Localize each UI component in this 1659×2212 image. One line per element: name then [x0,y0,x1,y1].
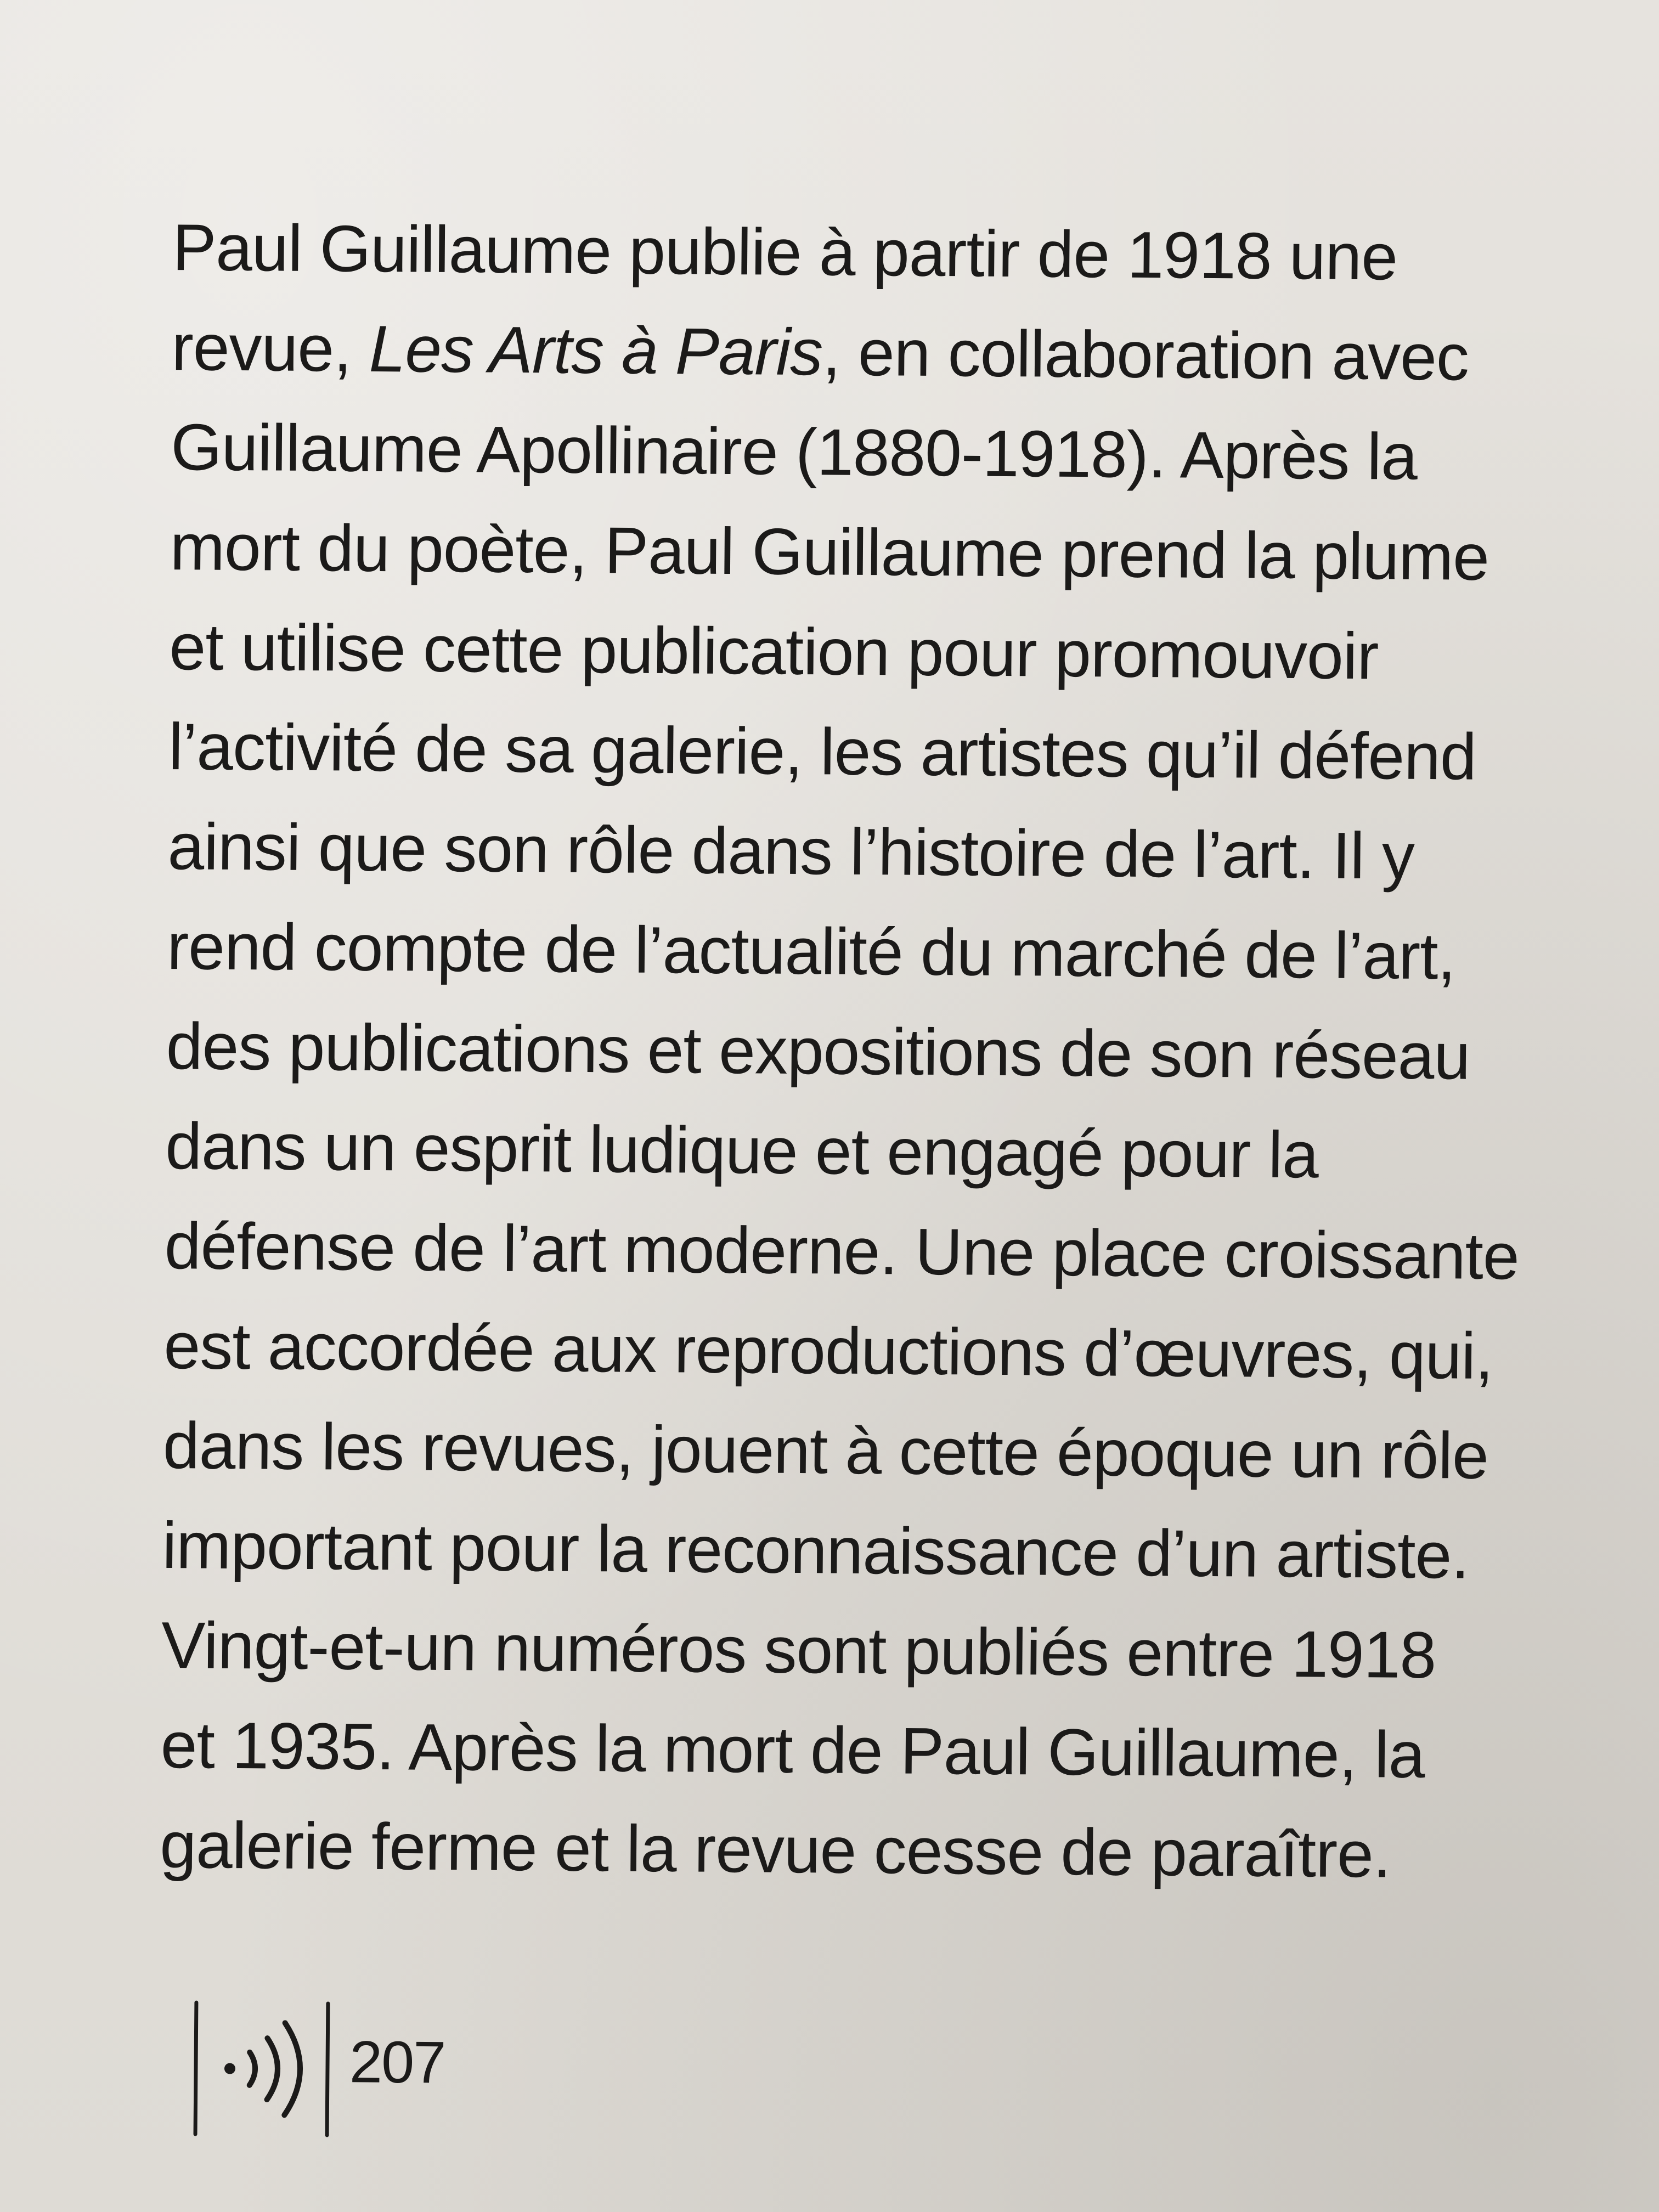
label-text-line [162,1396,1611,1507]
text-run: , en collaboration avec [822,315,1469,394]
text-run: galerie ferme et la revue cesse de paraître. [159,1808,1391,1892]
label-text-line [165,1096,1614,1207]
label-text-line [162,1496,1611,1607]
text-run: Guillaume Apollinaire (1880-1918). Après la [170,410,1418,494]
label-text-line [160,1795,1609,1906]
audio-guide-marker [190,1997,445,2142]
label-text-line [171,297,1620,409]
label-text-line [167,896,1616,1008]
text-run: est accordée aux reproductions d’œuvres, qui, [163,1308,1493,1393]
text-run: défense de l’art moderne. Une place croissante [164,1209,1520,1294]
label-text-line [170,497,1618,608]
audio-guide-number: 207 [349,2028,445,2096]
label-text-line [168,697,1617,808]
label-text-line [167,797,1616,908]
text-run: important pour la reconnaissance d’un artiste. [162,1508,1470,1593]
text-run: dans un esprit ludique et engagé pour la [165,1109,1319,1192]
text-run: des publications et expositions de son réseau [166,1009,1470,1093]
text-run: l’activité de sa galerie, les artistes qu’il défend [168,709,1477,794]
text-run: revue, [171,310,370,386]
text-run: rend compte de l’actualité du marché de l’art, [166,909,1456,994]
text-run: dans les revues, jouent à cette époque un rôle [162,1408,1489,1493]
label-text-line [164,1196,1613,1307]
audio-guide-icon [190,1997,334,2141]
label-text-line [169,597,1618,708]
text-run: et 1935. Après la mort de Paul Guillaume, la [160,1708,1425,1792]
text-run: et utilise cette publication pour promouvoir [169,610,1379,693]
label-text-line [163,1296,1612,1407]
label-text [160,198,1621,1906]
label-text-line [166,996,1615,1108]
text-run: Vingt-et-un numéros sont publiés entre 1918 [161,1608,1436,1692]
label-text-line [161,1595,1610,1707]
label-text-line [171,397,1620,509]
text-run: Paul Guillaume publie à partir de 1918 une [172,210,1398,294]
publication-title: Les Arts à Paris [369,312,823,390]
text-run: mort du poète, Paul Guillaume prend la plume [170,510,1489,594]
text-run: ainsi que son rôle dans l’histoire de l’art. Il y [167,809,1415,893]
label-text-line [172,198,1621,309]
label-text-line [160,1695,1609,1807]
